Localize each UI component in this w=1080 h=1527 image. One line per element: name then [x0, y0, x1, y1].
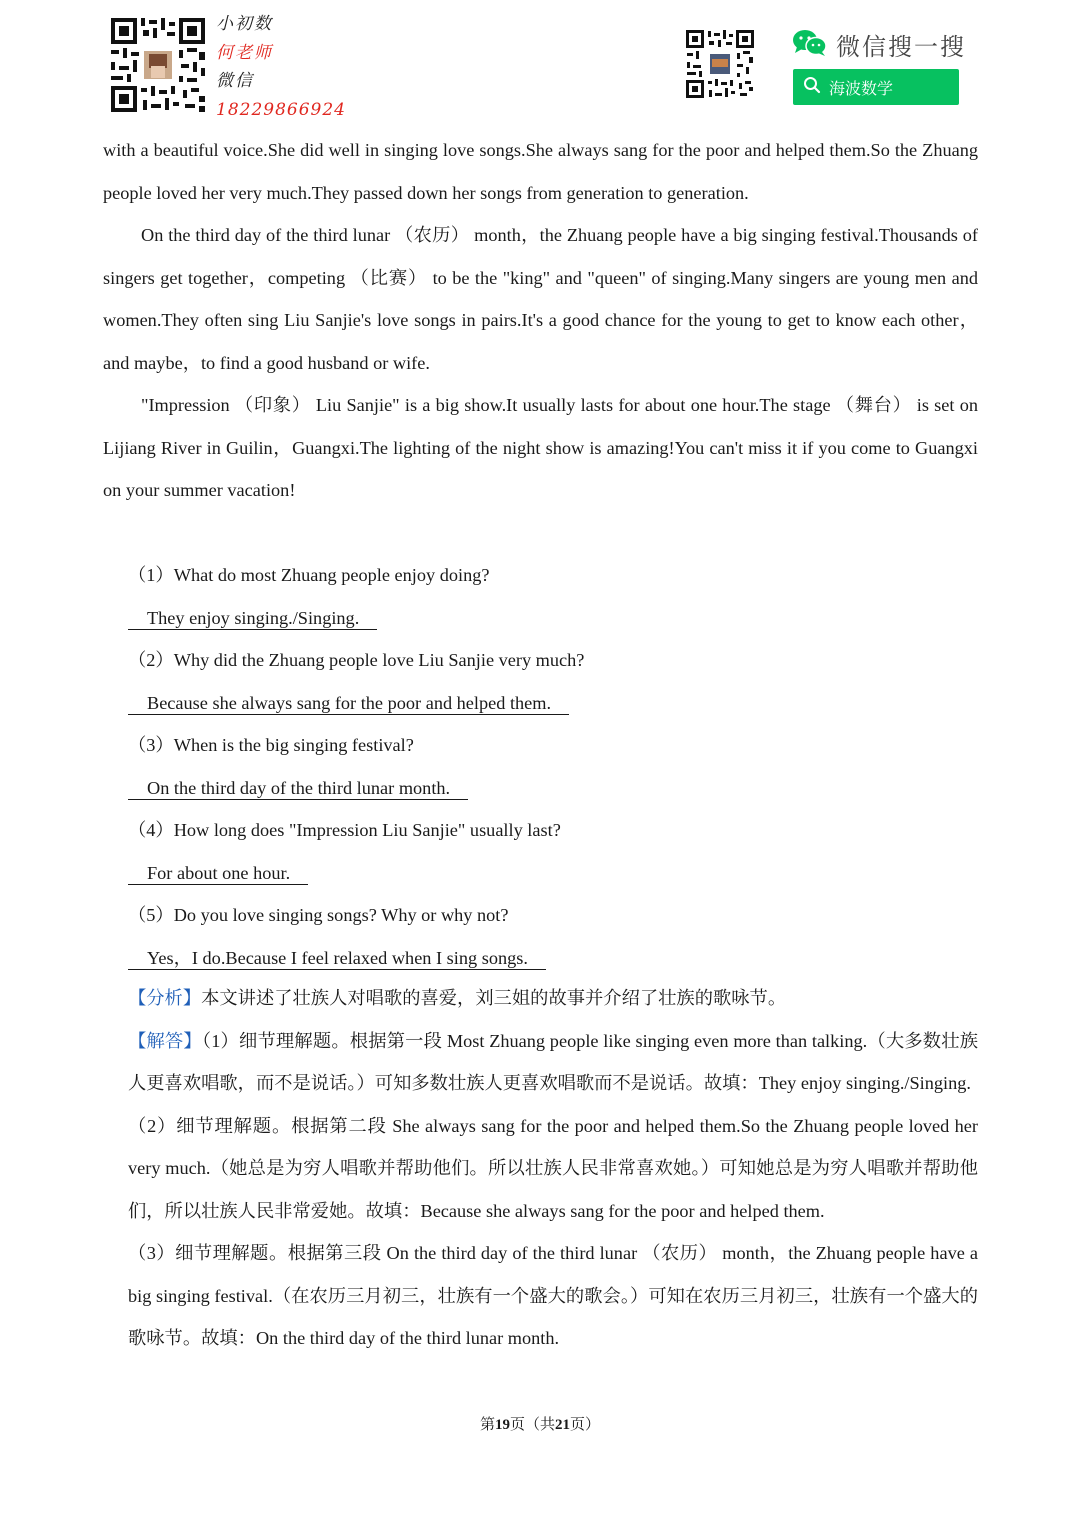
search-button-label: 海波数学 [829, 78, 894, 98]
answer-1 [128, 597, 978, 640]
solution-paragraph-3: （3）细节理解题。根据第三段 On the third day of the third lunar （农历） month，the Zhuang people have a big singing festival.（在农历三月初三，壮族有一个盛大的歌会。）可知在农历三月初三，壮族有一个盛大的歌咏节。故填：On the third day of the third lunar month. [128, 1243, 978, 1348]
analysis-text: 本文讲述了壮族人对唱歌的喜爱，刘三姐的故事并介绍了壮族的歌咏节。 [201, 988, 787, 1008]
analysis-paragraph [128, 977, 978, 1020]
answer-4 [128, 852, 978, 895]
wechat-search-title: 微信搜一搜 [836, 33, 966, 61]
answer-2 [128, 682, 978, 725]
contact-line-2: 何老师 [216, 42, 273, 63]
page-number: 19 [494, 1417, 510, 1433]
wechat-qr-code-icon [685, 29, 755, 99]
page-footer [0, 1413, 1080, 1434]
solution-paragraph-1 [128, 1020, 978, 1105]
reading-passage [103, 129, 978, 512]
contact-qr-code-icon [109, 16, 207, 114]
contact-info [216, 10, 346, 124]
passage-paragraph-2: On the third day of the third lunar （农历） month，the Zhuang people have a big singing festival.Thousands of singers get together，competing （比赛） to be the "king" and "queen" of singing.Many singers are young men and women.They often sing Liu Sanjie's love songs in pairs.It's a good chance for the young to get to know each other，and maybe，to find a good husband or wife. [103, 225, 978, 373]
answer-3-text: On the third day of the third lunar month. [128, 777, 468, 800]
solution-paragraph-2: （2）细节理解题。根据第二段 She always sang for the poor and helped them.So the Zhuang people loved her very much.（她总是为穷人唱歌并帮助他们。所以壮族人民非常喜欢她。）可知她总是为穷人唱歌并帮助他们，所以壮族人民非常爱她。故填：Because she always sang for the poor and helped them. [128, 1115, 978, 1221]
contact-line-1: 小初数 [216, 14, 273, 34]
answer-3 [128, 767, 978, 810]
contact-line-3: 微信 [216, 71, 254, 91]
answer-1-text: They enjoy singing./Singing. [128, 607, 377, 630]
footer-middle: 页（共 [509, 1417, 555, 1433]
question-5: （5）Do you love singing songs? Why or why not? [128, 905, 509, 925]
answer-5 [128, 937, 978, 980]
page-header [0, 0, 1080, 125]
footer-suffix: 页） [570, 1417, 601, 1433]
passage-paragraph-1: with a beautiful voice.She did well in singing love songs.She always sang for the poor and helped them.So the Zhuang people loved her very much.They passed down her songs from generation to generation. [103, 140, 978, 203]
solution-text-1: （1）细节理解题。根据第一段 Most Zhuang people like singing even more than talking.（大多数壮族人更喜欢唱歌，而不是说话。）可知多数壮族人更喜欢唱歌而不是说话。故填：They enjoy singing./Singing. [128, 1030, 979, 1093]
analysis-section [128, 977, 978, 1360]
contact-phone: 18229866924 [216, 99, 346, 120]
question-list [128, 554, 978, 979]
answer-5-text: Yes，I do.Because I feel relaxed when I sing songs. [128, 947, 546, 970]
passage-paragraph-3: "Impression （印象） Liu Sanjie" is a big show.It usually lasts for about one hour.The stage （舞台） is set on Lijiang River in Guilin，Guangxi.The lighting of the night show is amazing!You can't miss it if you come to Guangxi on your summer vacation! [103, 395, 978, 500]
footer-prefix: 第 [479, 1417, 495, 1433]
wechat-logo-icon [792, 28, 828, 58]
question-4: （4）How long does "Impression Liu Sanjie" usually last? [128, 820, 561, 840]
answer-4-text: For about one hour. [128, 862, 308, 885]
question-2: （2）Why did the Zhuang people love Liu Sanjie very much? [128, 650, 585, 670]
question-1: （1）What do most Zhuang people enjoy doing? [128, 565, 490, 585]
answer-2-text: Because she always sang for the poor and helped them. [128, 692, 569, 715]
total-pages: 21 [555, 1417, 570, 1433]
question-3: （3）When is the big singing festival? [128, 735, 414, 755]
solution-label: 【解答】 [128, 1030, 202, 1051]
wechat-search-button[interactable] [793, 69, 959, 105]
search-icon [803, 76, 821, 98]
analysis-label: 【分析】 [128, 988, 202, 1008]
